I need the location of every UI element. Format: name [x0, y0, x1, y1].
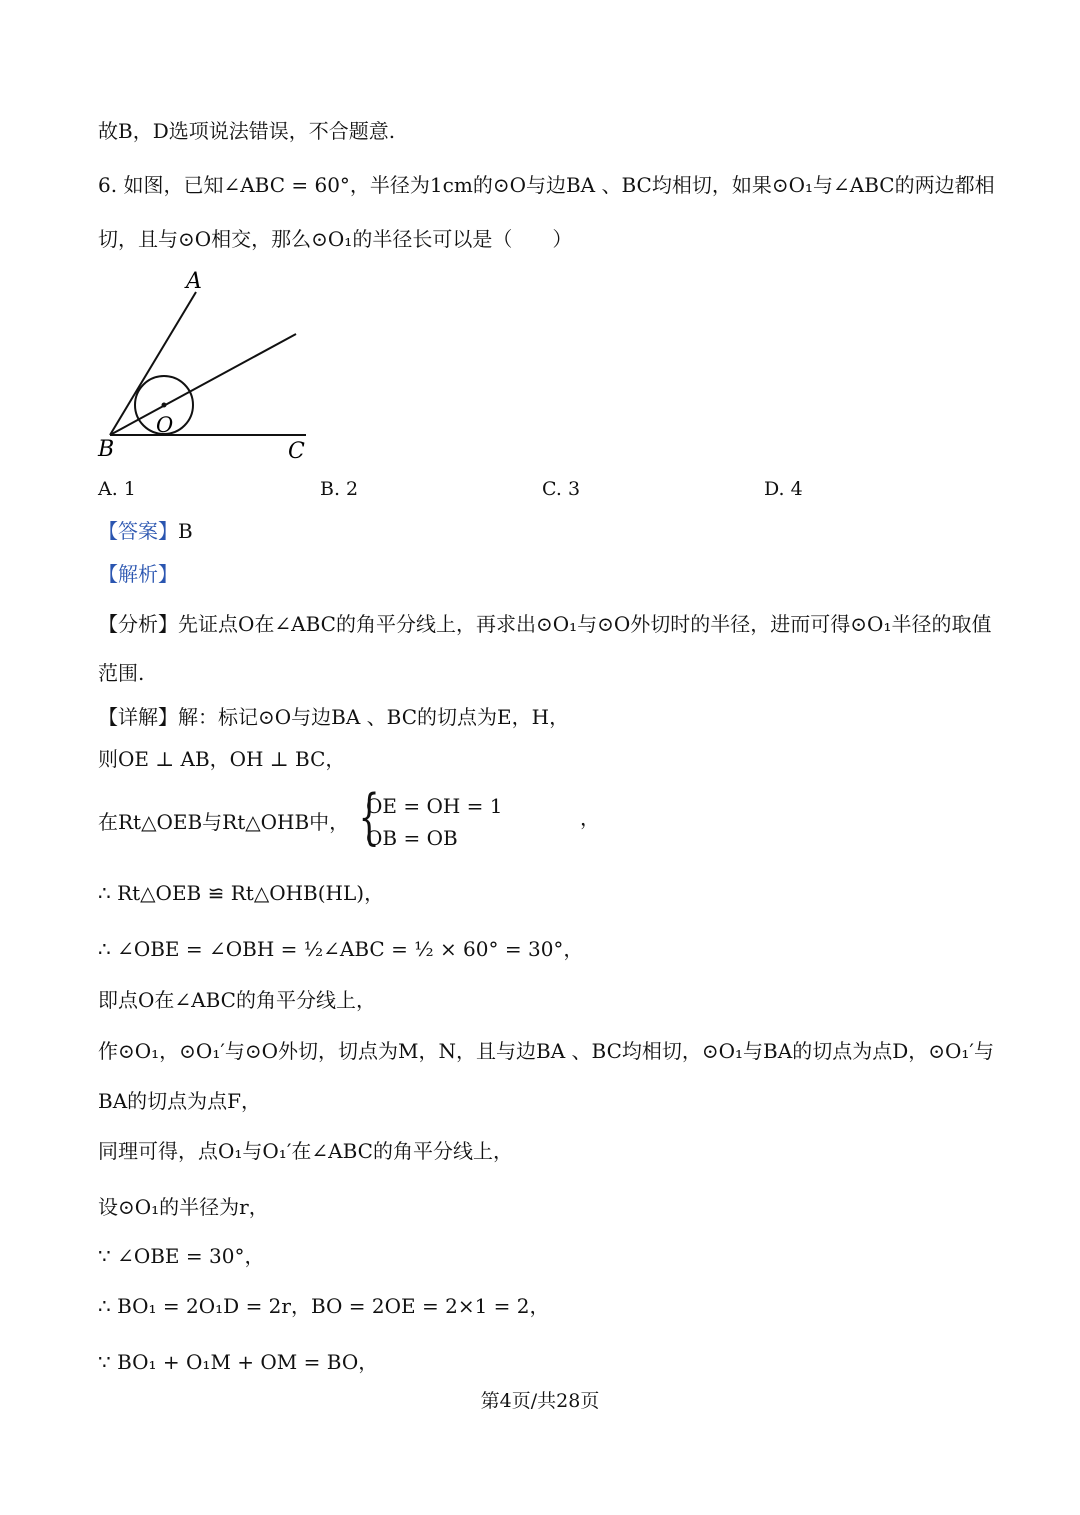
- system-equation-1: OE = OH = 1: [366, 794, 503, 818]
- fenxi-text-1: 先证点O在∠ABC的角平分线上，再求出⊙O₁与⊙O外切时的半径，进而可得⊙O₁半径的取值: [178, 612, 992, 636]
- choice-b: B. 2: [320, 478, 359, 500]
- detail-line-7: BA的切点为点F，: [98, 1089, 262, 1113]
- choice-a: A. 1: [98, 478, 136, 500]
- detail-line-3: ∴ Rt△OEB ≌ Rt△OHB(HL)，: [98, 881, 385, 905]
- detail-text-1: 解：标记⊙O与边BA 、BC的切点为E，H，: [178, 705, 570, 729]
- detail-line-9: 设⊙O₁的半径为r，: [98, 1195, 269, 1219]
- analysis-tag: 【解析】: [98, 562, 178, 586]
- text-line-conclusion: 故B，D选项说法错误，不合题意.: [98, 119, 396, 143]
- detail-line-12: ∵ BO₁ + O₁M + OM = BO，: [98, 1350, 379, 1374]
- fenxi-line-1: [98, 611, 1010, 637]
- label-a: A: [186, 269, 202, 294]
- system-suffix: ，: [580, 806, 600, 830]
- answer-line: [98, 518, 1010, 544]
- label-b: B: [98, 437, 115, 462]
- fenxi-tag: 【分析】: [98, 612, 178, 636]
- detail-line-5: 即点O在∠ABC的角平分线上，: [98, 988, 376, 1012]
- system-equation-2: OB = OB: [366, 826, 458, 850]
- analysis-heading: [98, 561, 1010, 587]
- ray-ba: [110, 292, 196, 435]
- answer-tag: 【答案】: [98, 519, 178, 543]
- detail-line-8: 同理可得，点O₁与O₁′在∠ABC的角平分线上，: [98, 1139, 513, 1163]
- label-o: O: [156, 413, 174, 437]
- detail-line-1: [98, 704, 1010, 730]
- page-footer: 第4页/共28页: [480, 1390, 600, 1412]
- center-point-o: [162, 403, 167, 408]
- detail-line-11: ∴ BO₁ = 2O₁D = 2r，BO = 2OE = 2×1 = 2，: [98, 1294, 550, 1318]
- label-c: C: [288, 439, 305, 464]
- system-brace: {: [358, 782, 380, 852]
- detail-line-4: ∴ ∠OBE = ∠OBH = ½∠ABC = ½ × 60° = 30°，: [98, 937, 584, 961]
- choice-c: C. 3: [542, 478, 581, 500]
- fenxi-line-2: 范围.: [98, 661, 145, 685]
- choice-d: D. 4: [764, 478, 803, 500]
- question-6-line-1: 6. 如图，已知∠ABC = 60°，半径为1cm的⊙O与边BA 、BC均相切，如果⊙O₁与∠ABC的两边都相: [98, 173, 995, 197]
- ray-bisector: [110, 334, 296, 435]
- detail-line-10: ∵ ∠OBE = 30°，: [98, 1244, 265, 1268]
- detail-line-2: 则OE ⊥ AB，OH ⊥ BC，: [98, 747, 346, 771]
- system-prefix: 在Rt△OEB与Rt△OHB中，: [98, 810, 350, 834]
- detail-line-6: 作⊙O₁，⊙O₁′与⊙O外切，切点为M，N，且与边BA 、BC均相切，⊙O₁与BA的切点为点D，⊙O₁′与: [98, 1039, 994, 1063]
- answer-value: B: [178, 519, 193, 543]
- question-6-line-2: 切，且与⊙O相交，那么⊙O₁的半径长可以是（ ）: [98, 227, 573, 251]
- detail-tag: 【详解】: [98, 705, 178, 729]
- geometry-figure: [88, 266, 328, 466]
